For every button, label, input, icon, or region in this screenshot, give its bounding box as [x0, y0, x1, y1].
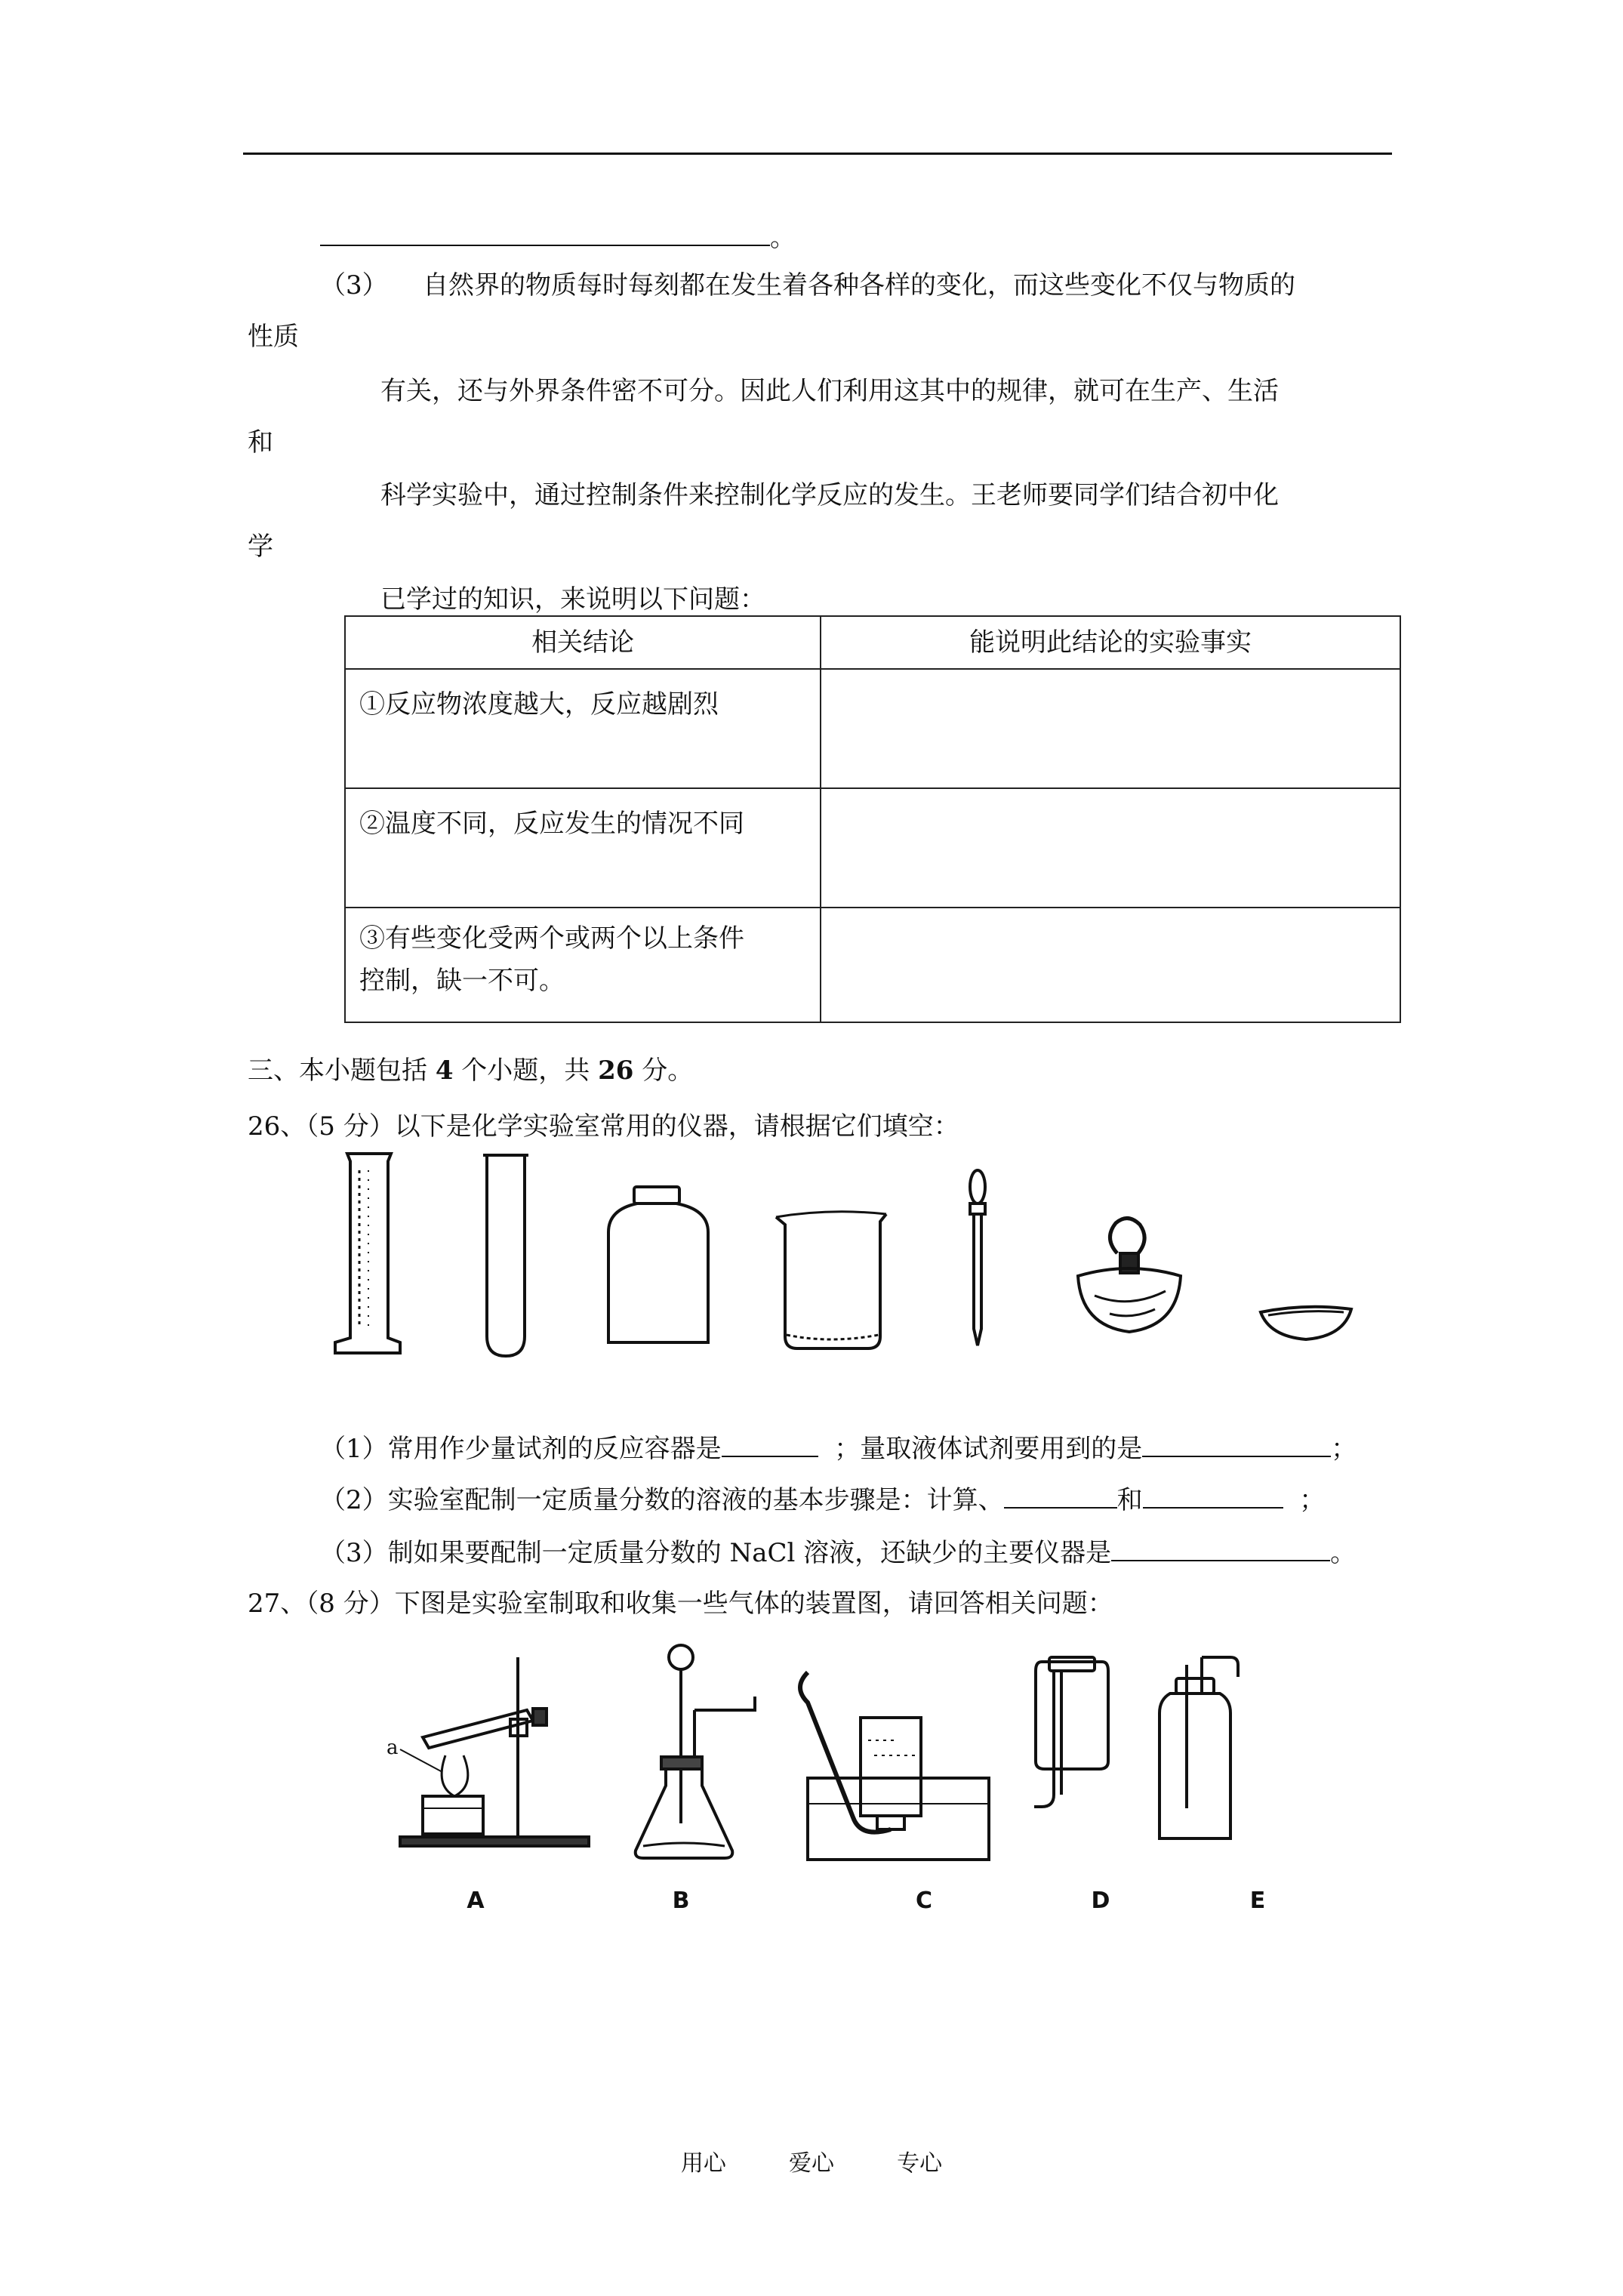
beaker-icon: [776, 1212, 886, 1348]
test-tube-icon: [483, 1155, 528, 1356]
section-prefix: 三、本小题包括: [248, 1056, 436, 1086]
graduated-cylinder-icon: [335, 1154, 400, 1353]
water-trough-icon: [800, 1672, 989, 1860]
conclusion-cell: ②温度不同，反应发生的情况不同: [345, 788, 821, 908]
fact-answer-cell[interactable]: [821, 908, 1400, 1022]
answer-blank-step2[interactable]: [1143, 1480, 1283, 1509]
alcohol-lamp-icon: [1078, 1218, 1181, 1332]
label-a-small: a: [387, 1737, 399, 1759]
answer-blank-reaction-vessel[interactable]: [722, 1428, 818, 1457]
q3-wrap3: 学: [248, 532, 273, 562]
page-footer: [0, 2149, 1623, 2179]
q3-line3: 科学实验中，通过控制条件来控制化学反应的发生。王老师要同学们结合初中化: [380, 480, 1279, 510]
q26-item3: （3）制如果要配制一定质量分数的 NaCl 溶液，还缺少的主要仪器是 。: [320, 1533, 1356, 1570]
q27-apparatus-figure: [370, 1642, 1351, 1922]
evaporating-dish-icon: [1261, 1307, 1351, 1339]
fact-answer-cell[interactable]: [821, 788, 1400, 908]
section-mid: 个小题，共: [453, 1056, 599, 1086]
conclusion-cell: [345, 908, 821, 1022]
q26-item2: （2）实验室配制一定质量分数的溶液的基本步骤是：计算、 和 ；: [320, 1480, 1325, 1517]
header-fact: 能说明此结论的实验事实: [821, 616, 1400, 669]
q27-heading: 27、（8 分）下图是实验室制取和收集一些气体的装置图，请回答相关问题：: [248, 1589, 1113, 1619]
q3-line1: 自然界的物质每时每刻都在发生着各种各样的变化，而这些变化不仅与物质的: [423, 270, 1295, 300]
apparatus-label-b: B: [672, 1888, 690, 1914]
conclusion-table: [344, 615, 1401, 1023]
q3-line2: 有关，还与外界条件密不可分。因此人们利用这其中的规律，就可在生产、生活: [380, 376, 1279, 406]
section-suffix: 分。: [633, 1056, 694, 1086]
header-conclusion: 相关结论: [345, 616, 821, 669]
table-row: [345, 788, 1400, 908]
conclusion-line: 控制，缺一不可。: [359, 966, 565, 996]
section-heading: [248, 1054, 693, 1087]
gas-washing-bottle-icon: [1160, 1657, 1238, 1838]
answer-blank-missing-instrument[interactable]: [1111, 1533, 1330, 1561]
continuation-line: 。: [320, 217, 796, 254]
conclusion-line: ③有些变化受两个或两个以上条件: [359, 923, 744, 954]
q26-instruments-figure: [325, 1148, 1397, 1367]
section-count: 4: [435, 1056, 454, 1086]
table-header-row: [345, 616, 1400, 669]
apparatus-label-d: D: [1091, 1888, 1110, 1914]
footer-word: 爱心: [789, 2150, 834, 2177]
apparatus-label-e: E: [1249, 1888, 1266, 1914]
header-rule: [243, 153, 1392, 155]
table-row: [345, 908, 1400, 1022]
apparatus-label-a: A: [467, 1888, 485, 1914]
flask-apparatus-icon: [636, 1645, 755, 1858]
dropper-icon: [970, 1170, 985, 1345]
downward-collection-bottle-icon: [1034, 1657, 1108, 1807]
heating-apparatus-icon: [400, 1657, 589, 1846]
wide-mouth-bottle-icon: [608, 1187, 708, 1342]
table-row: [345, 669, 1400, 788]
fact-answer-cell[interactable]: [821, 669, 1400, 788]
section-score: 26: [598, 1056, 634, 1086]
footer-word: 用心: [680, 2150, 726, 2177]
q3-wrap1: 性质: [248, 322, 299, 352]
q3-line4: 已学过的知识，来说明以下问题：: [380, 584, 765, 615]
answer-blank-measuring[interactable]: [1142, 1428, 1331, 1457]
footer-word: 专心: [897, 2150, 943, 2177]
answer-blank[interactable]: [320, 217, 770, 246]
conclusion-cell: ①反应物浓度越大，反应越剧烈: [345, 669, 821, 788]
apparatus-label-c: C: [915, 1888, 933, 1914]
q26-item1: （1）常用作少量试剂的反应容器是 ；量取液体试剂要用到的是 ；: [320, 1428, 1357, 1465]
q26-heading: 26、（5 分）以下是化学实验室常用的仪器，请根据它们填空：: [248, 1111, 959, 1142]
q3-number: （3）: [320, 270, 388, 300]
answer-blank-step1[interactable]: [1004, 1480, 1117, 1509]
q3-wrap2: 和: [248, 427, 273, 458]
